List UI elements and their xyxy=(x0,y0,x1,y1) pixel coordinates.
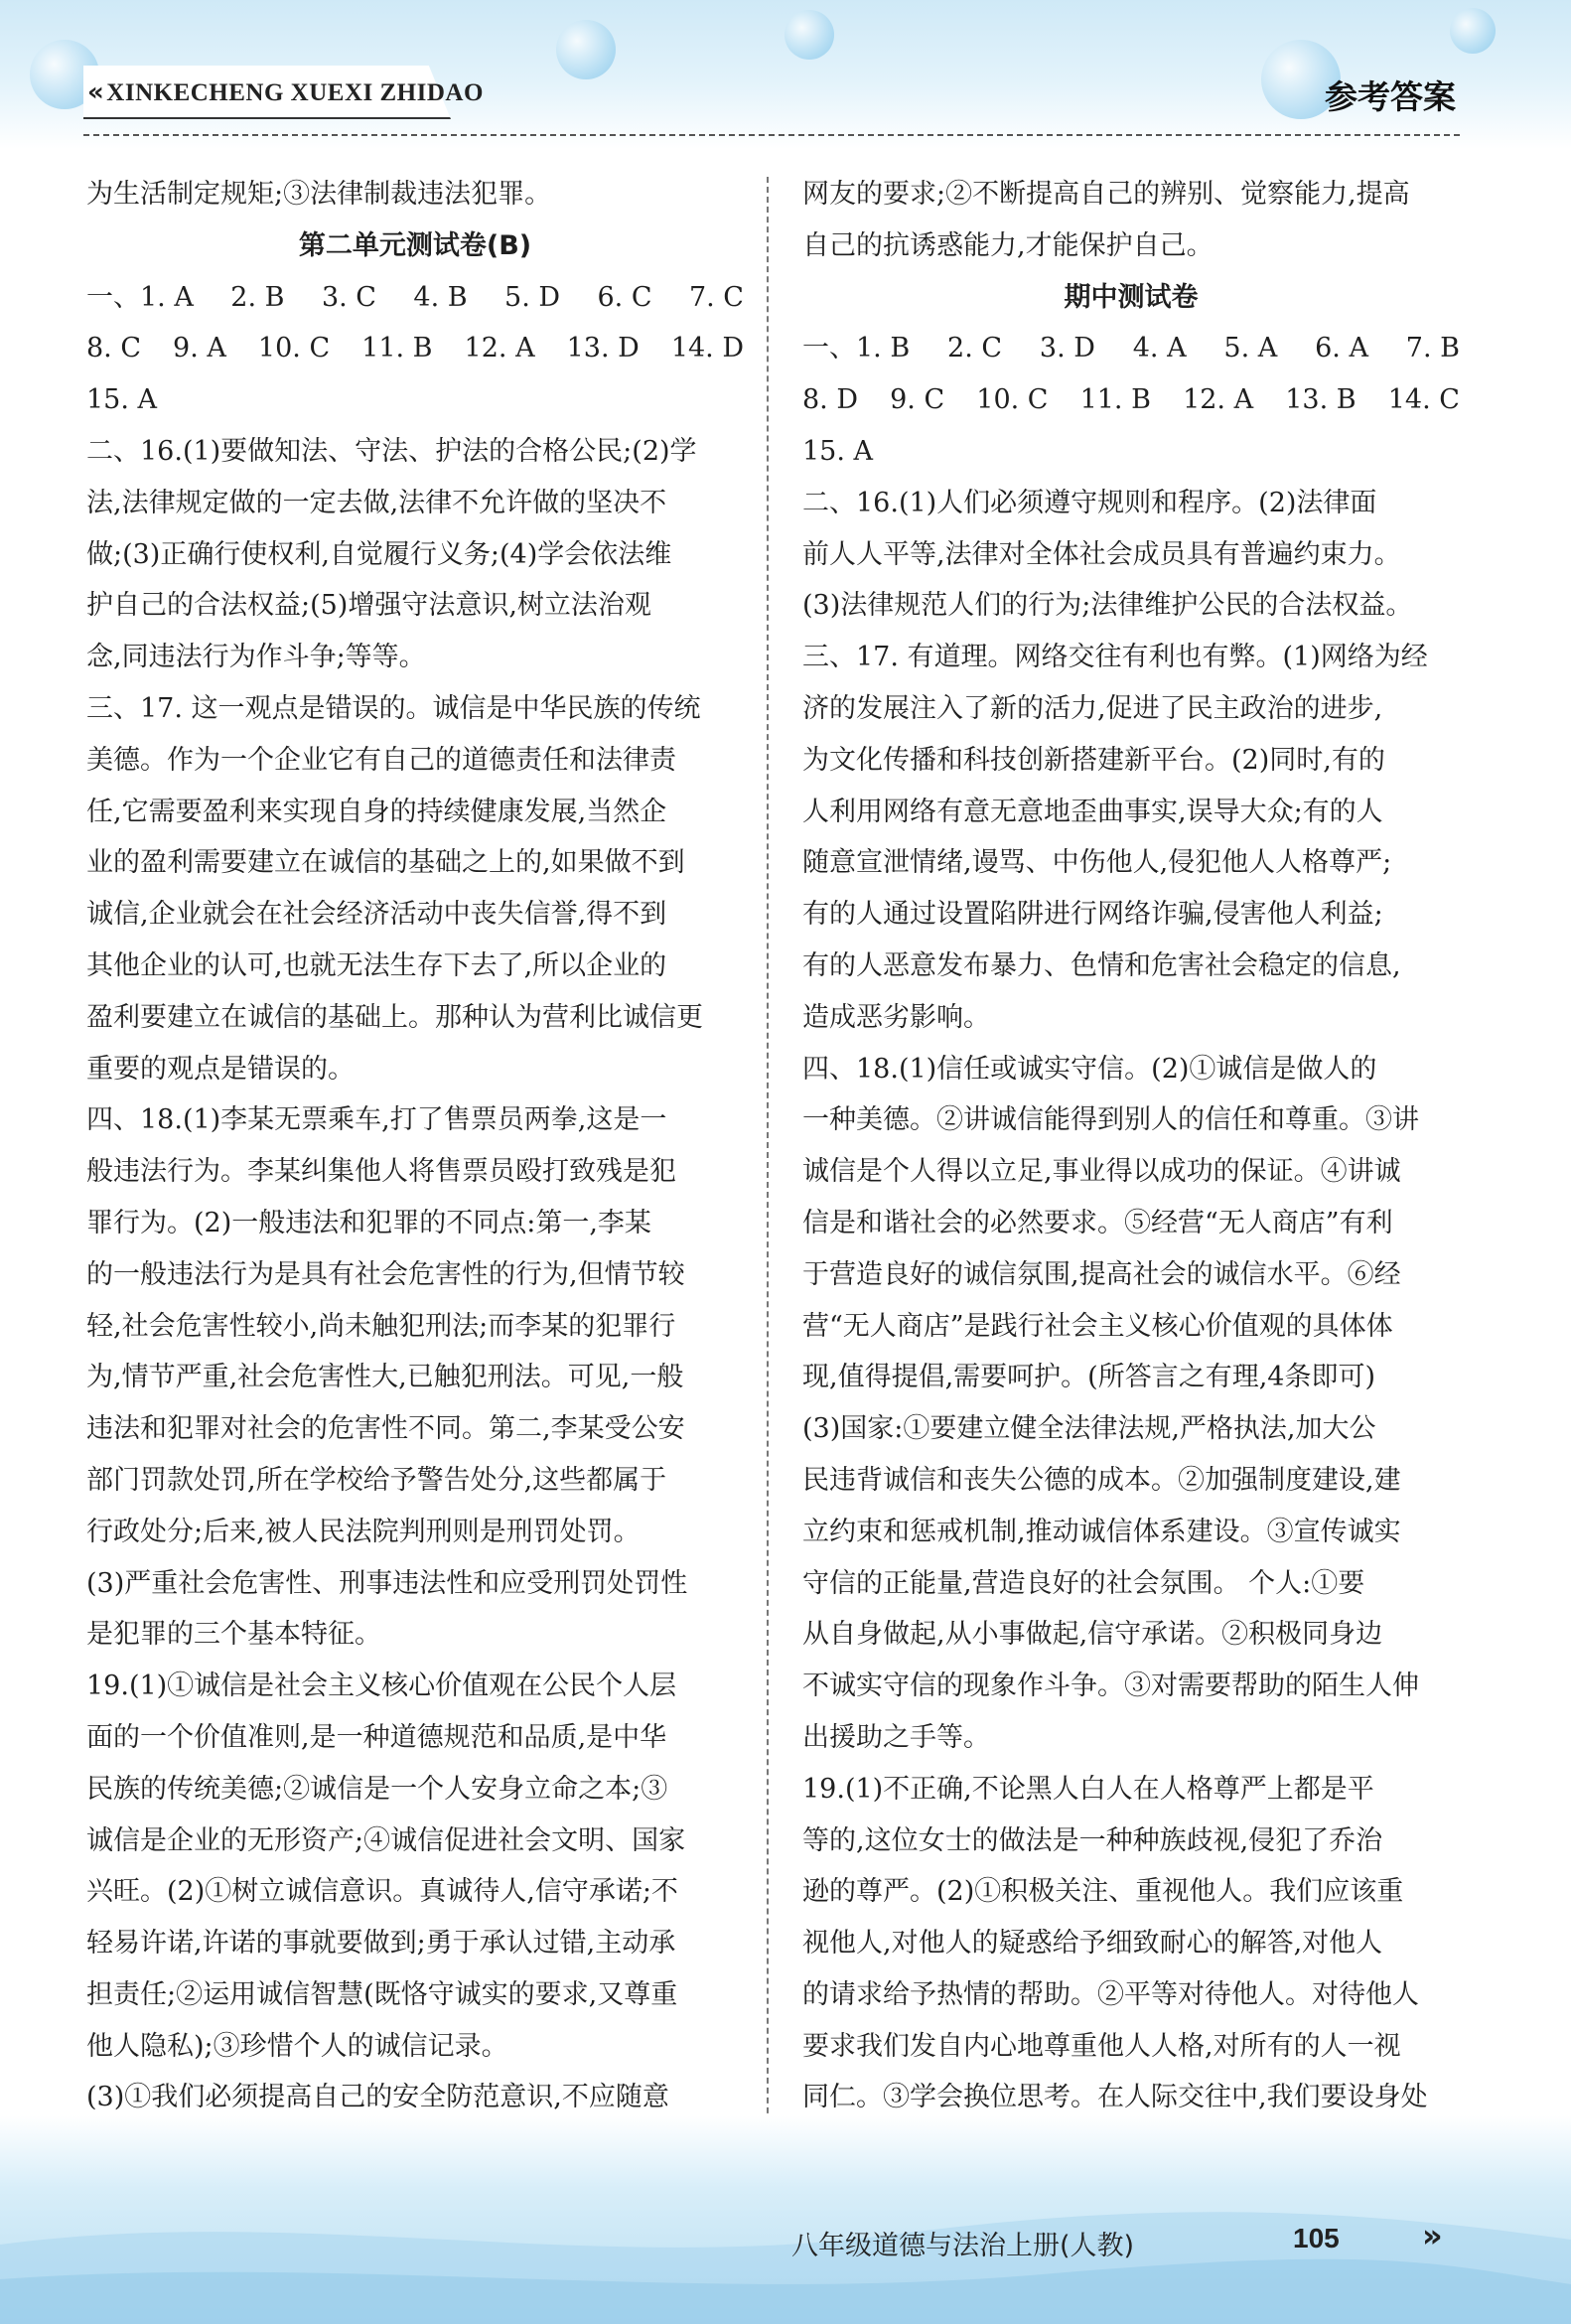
answer-text-line: 现,值得提倡,需要呵护。(所答言之有理,4条即可) xyxy=(802,1362,1375,1393)
answer-text-line: 做;(3)正确行使权利,自觉履行义务;(4)学会依法维 xyxy=(86,538,672,570)
answer-text-line: 一种美德。②讲诚信能得到别人的信任和尊重。③讲 xyxy=(802,1104,1419,1136)
double-chevron-right-icon: » xyxy=(1422,2217,1443,2254)
answer-item: 2. B xyxy=(230,281,285,313)
answer-text-line: 营“无人商店”是践行社会主义核心价值观的具体体 xyxy=(802,1310,1393,1342)
answer-text-line: 立约束和惩戒机制,推动诚信体系建设。③宣传诚实 xyxy=(802,1516,1401,1547)
answer-text-line: 美德。作为一个企业它有自己的道德责任和法律责 xyxy=(86,744,676,776)
answer-item: 10. C xyxy=(257,333,331,364)
answer-text-line: 同仁。③学会换位思考。在人际交往中,我们要设身处 xyxy=(802,2082,1428,2113)
answer-item: 2. C xyxy=(947,333,1003,364)
answer-item: 5. D xyxy=(504,281,561,313)
answer-item: 5. A xyxy=(1223,333,1278,364)
answer-text-line: 重要的观点是错误的。 xyxy=(86,1053,355,1085)
page-number: 105 xyxy=(1293,2223,1340,2253)
answer-text-line: 15. A xyxy=(802,435,874,467)
answer-text-line: 诚信是个人得以立足,事业得以成功的保证。④讲诚 xyxy=(802,1156,1401,1188)
answer-item: 一、1. A xyxy=(86,281,194,313)
answer-item: 9. C xyxy=(890,384,945,416)
answer-text-line: 法,法律规定做的一定去做,法律不允许做的坚决不 xyxy=(86,487,667,518)
answer-text-line: 济的发展注入了新的活力,促进了民主政治的进步, xyxy=(802,692,1383,724)
answer-text-line: 于营造良好的诚信氛围,提高社会的诚信水平。⑥经 xyxy=(802,1258,1401,1290)
answer-item: 12. A xyxy=(464,333,535,364)
answer-text-line: 是犯罪的三个基本特征。 xyxy=(86,1619,381,1651)
answer-text-line: 盈利要建立在诚信的基础上。那种认为营利比诚信更 xyxy=(86,1001,703,1033)
answer-text-line: 自己的抗诱惑能力,才能保护自己。 xyxy=(802,229,1214,261)
answer-text-line: 前人人平等,法律对全体社会成员具有普遍约束力。 xyxy=(802,538,1401,570)
answer-item: 9. A xyxy=(173,333,226,364)
balloon-decoration xyxy=(556,20,616,79)
answer-text-line: 19.(1)①诚信是社会主义核心价值观在公民个人层 xyxy=(86,1670,677,1702)
answer-text-line: 护自己的合法权益;(5)增强守法意识,树立法治观 xyxy=(86,590,651,622)
answer-text-line: 二、16.(1)人们必须遵守规则和程序。(2)法律面 xyxy=(802,487,1377,518)
balloon-decoration xyxy=(785,10,834,60)
answer-text-line: 造成恶劣影响。 xyxy=(802,1001,990,1033)
answer-text-line: 的请求给予热情的帮助。②平等对待他人。对待他人 xyxy=(802,1978,1419,2010)
answer-text-line: 人利用网络有意无意地歪曲事实,误导大众;有的人 xyxy=(802,796,1383,827)
answer-text-line: (3)①我们必须提高自己的安全防范意识,不应随意 xyxy=(86,2082,669,2113)
test-heading: 第二单元测试卷(B) xyxy=(298,229,532,261)
answer-item: 6. A xyxy=(1315,333,1368,364)
answer-text-line: 为,情节严重,社会危害性大,已触犯刑法。可见,一般 xyxy=(86,1362,684,1393)
answer-text-line: 轻易许诺,许诺的事就要做到;勇于承认过错,主动承 xyxy=(86,1928,676,1960)
answer-item: 8. D xyxy=(802,384,858,416)
answer-text-line: 随意宣泄情绪,谩骂、中伤他人,侵犯他人人格尊严; xyxy=(802,847,1392,879)
answer-text-line: 他人隐私);③珍惜个人的诚信记录。 xyxy=(86,2030,508,2062)
answer-text-line: 信是和谐社会的必然要求。⑤经营“无人商店”有利 xyxy=(802,1207,1393,1238)
answer-item: 12. A xyxy=(1183,384,1254,416)
answer-text-line: 19.(1)不正确,不论黑人白人在人格尊严上都是平 xyxy=(802,1773,1374,1805)
answer-text-line: 罪行为。(2)一般违法和犯罪的不同点:第一,李某 xyxy=(86,1207,651,1238)
answer-text-line: 三、17. 有道理。网络交往有利也有弊。(1)网络为经 xyxy=(802,642,1428,673)
answer-text-line: 其他企业的认可,也就无法生存下去了,所以企业的 xyxy=(86,949,667,981)
answer-text-line: 为文化传播和科技创新搭建新平台。(2)同时,有的 xyxy=(802,744,1385,776)
answer-text-line: (3)法律规范人们的行为;法律维护公民的合法权益。 xyxy=(802,590,1413,622)
header-divider xyxy=(83,134,1460,136)
answer-text-line: 守信的正能量,营造良好的社会氛围。 个人:①要 xyxy=(802,1567,1365,1599)
answer-item: 10. C xyxy=(976,384,1049,416)
answer-item: 3. D xyxy=(1039,333,1095,364)
answer-text-line: 诚信,企业就会在社会经济活动中丧失信誉,得不到 xyxy=(86,899,667,931)
section-title: 参考答案 xyxy=(1325,77,1456,116)
answer-text-line: 任,它需要盈利来实现自身的持续健康发展,当然企 xyxy=(86,796,667,827)
answer-text-line: 逊的尊严。(2)①积极关注、重视他人。我们应该重 xyxy=(802,1876,1404,1908)
answer-text-line: 业的盈利需要建立在诚信的基础之上的,如果做不到 xyxy=(86,847,685,879)
brand-title xyxy=(87,77,484,107)
test-heading: 期中测试卷 xyxy=(1064,281,1199,313)
answer-item: 4. A xyxy=(1132,333,1187,364)
answer-text-line: 视他人,对他人的疑惑给予细致耐心的解答,对他人 xyxy=(802,1928,1383,1960)
answer-text-line: 四、18.(1)李某无票乘车,打了售票员两拳,这是一 xyxy=(86,1104,667,1136)
answer-text-line: 部门罚款处罚,所在学校给予警告处分,这些都属于 xyxy=(86,1464,667,1496)
answer-text-line: 般违法行为。李某纠集他人将售票员殴打致残是犯 xyxy=(86,1156,676,1188)
answer-item: 11. B xyxy=(1079,384,1151,416)
answer-text-line: 民族的传统美德;②诚信是一个人安身立命之本;③ xyxy=(86,1773,668,1805)
footer-wave-decoration xyxy=(0,2185,1571,2324)
double-chevron-left-icon: « xyxy=(87,77,105,107)
answer-item: 7. B xyxy=(1405,333,1460,364)
answer-text-line: 三、17. 这一观点是错误的。诚信是中华民族的传统 xyxy=(86,692,701,724)
answer-text-line: 诚信是企业的无形资产;④诚信促进社会文明、国家 xyxy=(86,1824,686,1856)
answer-text-line: 网友的要求;②不断提高自己的辨别、觉察能力,提高 xyxy=(802,179,1410,210)
answer-text-line: (3)严重社会危害性、刑事违法性和应受刑罚处罚性 xyxy=(86,1567,688,1599)
answer-item: 8. C xyxy=(86,333,142,364)
right-column xyxy=(802,169,1460,2175)
answer-text-line: 担责任;②运用诚信智慧(既恪守诚实的要求,又尊重 xyxy=(86,1978,678,2010)
brand-text: XINKECHENG XUEXI ZHIDAO xyxy=(106,79,484,106)
answer-text-line: 四、18.(1)信任或诚实守信。(2)①诚信是做人的 xyxy=(802,1053,1377,1085)
answer-item: 14. C xyxy=(1387,384,1460,416)
answer-text-line: 行政处分;后来,被人民法院判刑则是刑罚处罚。 xyxy=(86,1516,641,1547)
answer-text-line: 不诚实守信的现象作斗争。③对需要帮助的陌生人伸 xyxy=(802,1670,1419,1702)
answer-text-line: 15. A xyxy=(86,384,158,416)
column-divider xyxy=(767,177,769,2153)
answer-item: 7. C xyxy=(688,281,744,313)
answer-key-line xyxy=(86,272,744,324)
answer-item: 13. D xyxy=(566,333,640,364)
answer-key-line xyxy=(86,323,744,374)
answer-text-line: 念,同违法行为作斗争;等等。 xyxy=(86,642,426,673)
answer-text-line: 有的人恶意发布暴力、色情和危害社会稳定的信息, xyxy=(802,949,1401,981)
answer-text-line: 等的,这位女士的做法是一种种族歧视,侵犯了乔治 xyxy=(802,1824,1383,1856)
answer-text-line: 要求我们发自内心地尊重他人人格,对所有的人一视 xyxy=(802,2030,1401,2062)
answer-item: 11. B xyxy=(361,333,433,364)
answer-text-line: 从自身做起,从小事做起,信守承诺。②积极同身边 xyxy=(802,1619,1383,1651)
answer-text-line: 二、16.(1)要做知法、守法、护法的合格公民;(2)学 xyxy=(86,435,697,467)
answer-text-line: 出援助之手等。 xyxy=(802,1721,990,1753)
answer-text-line: 违法和犯罪对社会的危害性不同。第二,李某受公安 xyxy=(86,1413,685,1445)
answer-text-line: 为生活制定规矩;③法律制裁违法犯罪。 xyxy=(86,179,552,210)
answer-text-line: 有的人通过设置陷阱进行网络诈骗,侵害他人利益; xyxy=(802,899,1383,931)
answer-text-line: 轻,社会危害性较小,尚未触犯刑法;而李某的犯罪行 xyxy=(86,1310,676,1342)
balloon-decoration xyxy=(1450,8,1496,54)
answer-text-line: 的一般违法行为是具有社会危害性的行为,但情节较 xyxy=(86,1258,685,1290)
answer-key-line xyxy=(802,374,1460,426)
answer-text-line: 面的一个价值准则,是一种道德规范和品质,是中华 xyxy=(86,1721,667,1753)
answer-item: 6. C xyxy=(597,281,652,313)
answer-item: 4. B xyxy=(413,281,468,313)
book-title: 八年级道德与法治上册(人教) xyxy=(791,2231,1135,2261)
answer-item: 3. C xyxy=(321,281,376,313)
answer-key-line xyxy=(802,323,1460,374)
answer-item: 14. D xyxy=(670,333,744,364)
answer-item: 13. B xyxy=(1285,384,1357,416)
answer-text-line: 民违背诚信和丧失公德的成本。②加强制度建设,建 xyxy=(802,1464,1401,1496)
answer-text-line: (3)国家:①要建立健全法律法规,严格执法,加大公 xyxy=(802,1413,1376,1445)
left-column xyxy=(86,169,744,2175)
answer-item: 一、1. B xyxy=(802,333,911,364)
answer-text-line: 兴旺。(2)①树立诚信意识。真诚待人,信守承诺;不 xyxy=(86,1876,678,1908)
